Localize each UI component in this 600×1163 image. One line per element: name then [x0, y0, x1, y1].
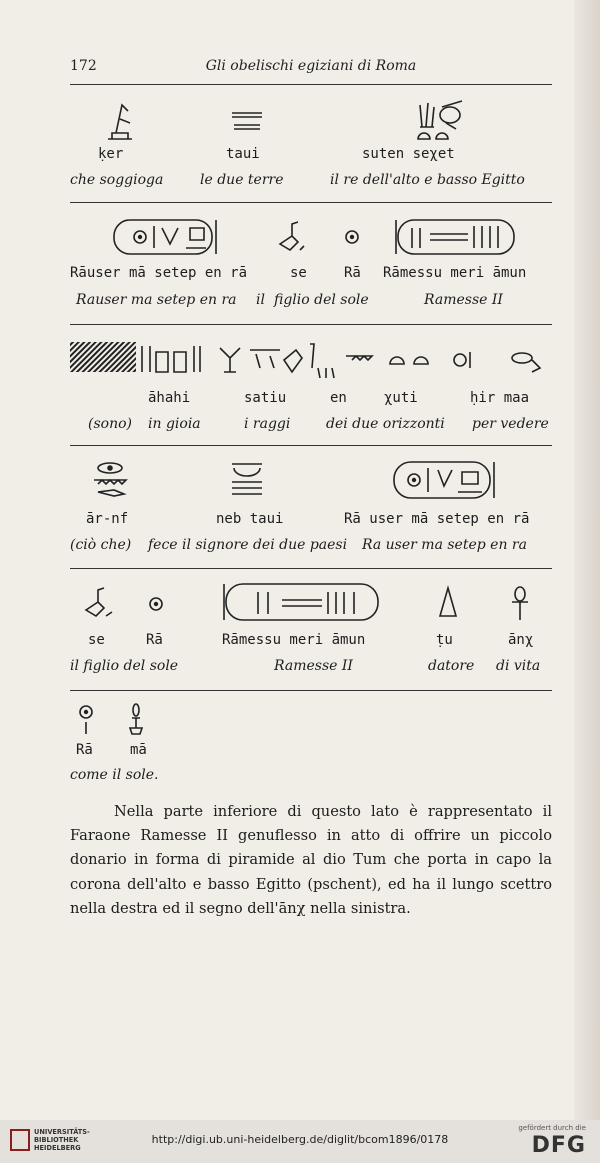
translit: ḳer: [98, 146, 124, 162]
hieroglyphs-4: [70, 458, 552, 504]
lacuna-hatch: [70, 342, 136, 372]
library-name: UNIVERSITÄTS- BIBLIOTHEK HEIDELBERG: [34, 1128, 90, 1152]
translit: se: [290, 265, 307, 281]
translation: che soggioga: [70, 172, 164, 188]
translit: satiu: [244, 390, 287, 406]
translation: datore: [428, 658, 475, 674]
translation: di vita: [496, 658, 541, 674]
hieroglyphs-1: [70, 97, 552, 143]
dfg-logo: DFG: [531, 1133, 586, 1158]
translit: Rāuser mā setep en rā: [70, 265, 248, 281]
hieroglyph-row-6: [70, 700, 552, 746]
translation: (ciò che): [70, 537, 132, 553]
translation: fece il signore dei due paesi: [148, 537, 348, 553]
rule: [70, 202, 552, 203]
translit: Rāmessu meri āmun: [222, 632, 366, 648]
translit: ḥir maa: [470, 390, 530, 406]
translation: Ramesse II: [424, 292, 503, 308]
translation: il figlio del sole: [70, 658, 179, 674]
translation: il re dell'alto e basso Egitto: [330, 172, 525, 188]
translit: Rā user mā setep en rā: [344, 511, 530, 527]
hieroglyph-row-3: [70, 338, 552, 384]
digitization-footer: [0, 1120, 600, 1163]
rule: [70, 84, 552, 85]
translit: Rā: [344, 265, 361, 281]
funded-by-label: gefördert durch die: [518, 1124, 586, 1132]
translation: dei due orizzonti: [326, 416, 445, 432]
translation: per vedere: [472, 416, 549, 432]
translit: ānχ: [508, 632, 534, 648]
hieroglyph-row-2: [70, 214, 552, 260]
paragraph-text: Nella parte inferiore di questo lato è rappresentato il Faraone Ramesse II genuflesso in atto di offrire un piccolo donario in forma di piramide al dio Tum che porta in capo la corona dell'alto e basso Egitto (pschent), ed ha il lungo scettro nella destra ed il segno dell'ānχ nella sinistra.: [70, 803, 552, 917]
translation: le due terre: [200, 172, 284, 188]
hieroglyph-row-1: [70, 97, 552, 143]
translation: Ra user ma setep en ra: [362, 537, 527, 553]
rule: [70, 690, 552, 691]
translation: il: [256, 292, 265, 308]
translit: taui: [226, 146, 260, 162]
translation: come il sole.: [70, 767, 159, 783]
translit: Rā: [76, 742, 93, 758]
translation: Rauser ma setep en ra: [76, 292, 237, 308]
translit: χuti: [384, 390, 418, 406]
translit: ṭu: [436, 632, 453, 648]
running-title: Gli obelischi egiziani di Roma: [205, 58, 417, 74]
translit: en: [330, 390, 347, 406]
translation: (sono): [88, 416, 132, 432]
hieroglyphs-2: [70, 214, 552, 260]
hieroglyphs-5: [70, 580, 552, 626]
body-paragraph: [70, 800, 552, 921]
translit: ār-nf: [86, 511, 129, 527]
hieroglyphs-3: [70, 338, 552, 384]
page-edge: [574, 0, 600, 1120]
translit: se: [88, 632, 105, 648]
translation: Ramesse II: [274, 658, 353, 674]
translation: i raggi: [244, 416, 291, 432]
hieroglyph-row-5: [70, 580, 552, 626]
translit: Rā: [146, 632, 163, 648]
rule: [70, 324, 552, 325]
translit: āhahi: [148, 390, 191, 406]
rule: [70, 445, 552, 446]
translit: neb taui: [216, 511, 284, 527]
hieroglyphs-6: [70, 700, 552, 746]
translit: suten seχet: [362, 146, 455, 162]
translation: figlio del sole: [274, 292, 369, 308]
translation: in gioia: [148, 416, 201, 432]
translit: mā: [130, 742, 147, 758]
hieroglyph-row-4: [70, 458, 552, 504]
page-number: 172: [70, 58, 97, 74]
source-url[interactable]: http://digi.ub.uni-heidelberg.de/diglit/bcom1896/0178: [151, 1133, 449, 1146]
translit: Rāmessu meri āmun: [383, 265, 527, 281]
rule: [70, 568, 552, 569]
